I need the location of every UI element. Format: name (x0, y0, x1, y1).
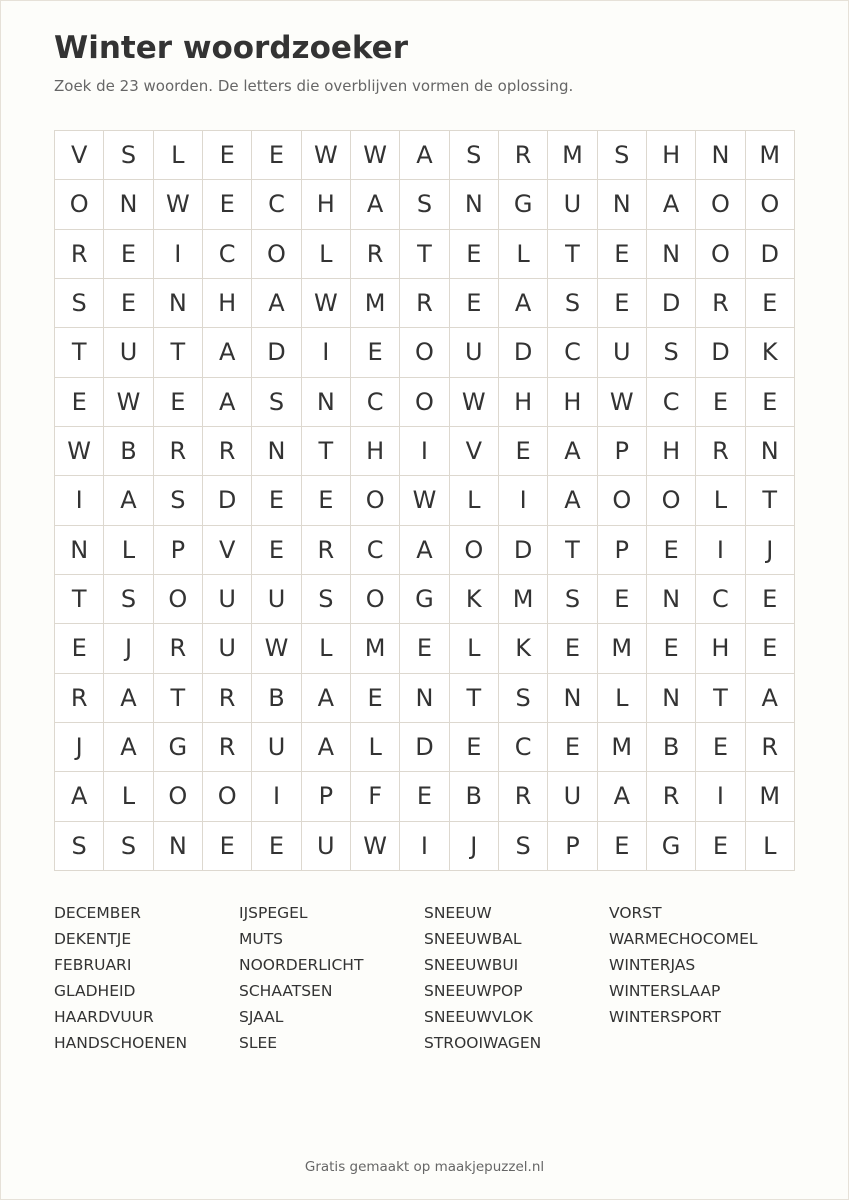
word-list-item: WINTERSPORT (609, 1008, 722, 1026)
grid-cell[interactable]: D (400, 723, 449, 772)
grid-cell[interactable]: R (499, 772, 548, 821)
grid-cell[interactable]: E (548, 624, 597, 673)
grid-cell[interactable]: C (351, 526, 400, 575)
word-list-item: DECEMBER (54, 904, 141, 922)
grid-cell[interactable]: I (154, 230, 203, 279)
grid-cell[interactable]: I (696, 526, 745, 575)
grid-cell[interactable]: J (104, 624, 153, 673)
grid-cell[interactable]: R (499, 131, 548, 180)
grid-cell[interactable]: W (351, 822, 400, 871)
grid-cell[interactable]: C (252, 180, 301, 229)
grid-cell[interactable]: M (598, 624, 647, 673)
grid-cell[interactable]: E (598, 822, 647, 871)
grid-cell[interactable]: L (351, 723, 400, 772)
grid-cell[interactable]: E (450, 723, 499, 772)
grid-cell[interactable]: I (302, 328, 351, 377)
grid-cell[interactable]: H (351, 427, 400, 476)
grid-cell[interactable]: O (400, 328, 449, 377)
word-list-item: SNEEUWBAL (424, 930, 522, 948)
grid-cell[interactable]: V (203, 526, 252, 575)
word-list-item: SLEE (239, 1034, 278, 1052)
grid-cell[interactable]: U (203, 624, 252, 673)
word-list-item: NOORDERLICHT (239, 956, 364, 974)
grid-cell[interactable]: H (548, 378, 597, 427)
grid-cell[interactable]: U (548, 772, 597, 821)
grid-cell[interactable]: M (548, 131, 597, 180)
word-list-item: WARMECHOCOMEL (609, 930, 758, 948)
word-list-column (239, 900, 424, 1056)
grid-cell[interactable]: R (351, 230, 400, 279)
grid-cell[interactable]: A (746, 674, 795, 723)
grid-cell[interactable]: N (548, 674, 597, 723)
grid-cell[interactable]: R (154, 427, 203, 476)
word-list-item: HAARDVUUR (54, 1008, 154, 1026)
grid-cell[interactable]: G (647, 822, 696, 871)
grid-cell[interactable]: P (598, 526, 647, 575)
grid-cell[interactable]: I (252, 772, 301, 821)
grid-cell[interactable]: U (598, 328, 647, 377)
grid-cell[interactable]: R (696, 279, 745, 328)
grid-cell[interactable]: E (252, 476, 301, 525)
word-list-item: STROOIWAGEN (424, 1034, 542, 1052)
grid-cell[interactable]: N (450, 180, 499, 229)
grid-cell[interactable]: N (598, 180, 647, 229)
word-list (54, 900, 794, 1056)
word-list-item: WINTERSLAAP (609, 982, 721, 1000)
grid-cell[interactable]: C (696, 575, 745, 624)
grid-cell[interactable]: D (499, 328, 548, 377)
grid-cell[interactable]: L (746, 822, 795, 871)
word-list-item: VORST (609, 904, 662, 922)
grid-cell[interactable]: E (598, 575, 647, 624)
grid-cell[interactable]: E (400, 624, 449, 673)
grid-cell[interactable]: E (104, 279, 153, 328)
grid-cell[interactable]: A (302, 723, 351, 772)
grid-cell[interactable]: N (302, 378, 351, 427)
grid-cell[interactable]: O (351, 575, 400, 624)
grid-cell[interactable]: R (302, 526, 351, 575)
grid-cell[interactable]: T (548, 526, 597, 575)
word-list-item: HANDSCHOENEN (54, 1034, 188, 1052)
grid-cell[interactable]: N (55, 526, 104, 575)
grid-cell[interactable]: O (696, 180, 745, 229)
grid-cell[interactable]: B (450, 772, 499, 821)
grid-cell[interactable]: D (252, 328, 301, 377)
grid-cell[interactable]: T (548, 230, 597, 279)
grid-cell[interactable]: G (499, 180, 548, 229)
grid-cell[interactable]: M (351, 624, 400, 673)
grid-cell[interactable]: T (302, 427, 351, 476)
grid-cell[interactable]: A (499, 279, 548, 328)
grid-cell[interactable]: W (400, 476, 449, 525)
grid-cell[interactable]: O (598, 476, 647, 525)
word-list-item: MUTS (239, 930, 284, 948)
grid-cell[interactable]: T (154, 674, 203, 723)
grid-cell[interactable]: E (400, 772, 449, 821)
grid-cell[interactable]: O (746, 180, 795, 229)
grid-cell[interactable]: I (400, 427, 449, 476)
grid-cell[interactable]: E (499, 427, 548, 476)
grid-cell[interactable]: D (746, 230, 795, 279)
grid-cell[interactable]: B (104, 427, 153, 476)
grid-cell[interactable]: L (450, 624, 499, 673)
grid-cell[interactable]: I (55, 476, 104, 525)
grid-cell[interactable]: T (746, 476, 795, 525)
grid-cell[interactable]: M (598, 723, 647, 772)
grid-cell[interactable]: P (302, 772, 351, 821)
grid-cell[interactable]: H (647, 131, 696, 180)
grid-cell[interactable]: T (55, 575, 104, 624)
grid-cell[interactable]: O (351, 476, 400, 525)
grid-cell[interactable]: C (351, 378, 400, 427)
grid-cell[interactable]: A (548, 427, 597, 476)
grid-cell[interactable]: K (450, 575, 499, 624)
grid-cell[interactable]: H (647, 427, 696, 476)
grid-cell[interactable]: E (302, 476, 351, 525)
grid-cell[interactable]: S (104, 131, 153, 180)
grid-cell[interactable]: R (647, 772, 696, 821)
grid-cell[interactable]: U (252, 723, 301, 772)
grid-cell[interactable]: N (104, 180, 153, 229)
word-list-item: SNEEUWVLOK (424, 1008, 533, 1026)
word-list-column (424, 900, 609, 1056)
grid-cell[interactable]: S (55, 279, 104, 328)
grid-cell[interactable]: O (252, 230, 301, 279)
grid-cell[interactable]: N (746, 427, 795, 476)
grid-cell[interactable]: E (746, 378, 795, 427)
grid-cell[interactable]: C (647, 378, 696, 427)
grid-cell[interactable]: S (647, 328, 696, 377)
grid-cell[interactable]: S (598, 131, 647, 180)
grid-cell[interactable]: U (302, 822, 351, 871)
grid-cell[interactable]: S (400, 180, 449, 229)
grid-cell[interactable]: U (548, 180, 597, 229)
grid-cell[interactable]: D (203, 476, 252, 525)
grid-cell[interactable]: O (647, 476, 696, 525)
grid-cell[interactable]: J (55, 723, 104, 772)
grid-cell[interactable]: E (351, 328, 400, 377)
grid-cell[interactable]: K (746, 328, 795, 377)
grid-cell[interactable]: I (499, 476, 548, 525)
grid-cell[interactable]: N (252, 427, 301, 476)
grid-cell[interactable]: T (154, 328, 203, 377)
grid-cell[interactable]: E (548, 723, 597, 772)
grid-cell[interactable]: S (55, 822, 104, 871)
grid-cell[interactable]: A (55, 772, 104, 821)
grid-cell[interactable]: O (154, 575, 203, 624)
grid-cell[interactable]: E (647, 526, 696, 575)
grid-cell[interactable]: E (104, 230, 153, 279)
grid-cell[interactable]: B (252, 674, 301, 723)
grid-cell[interactable]: A (104, 723, 153, 772)
grid-cell[interactable]: A (104, 674, 153, 723)
grid-cell[interactable]: R (203, 674, 252, 723)
grid-cell[interactable]: A (302, 674, 351, 723)
grid-cell[interactable]: U (252, 575, 301, 624)
grid-cell[interactable]: U (450, 328, 499, 377)
word-list-column (54, 900, 239, 1056)
grid-cell[interactable]: A (351, 180, 400, 229)
grid-cell[interactable]: L (499, 230, 548, 279)
grid-cell[interactable]: W (351, 131, 400, 180)
grid-cell[interactable]: H (203, 279, 252, 328)
grid-cell[interactable]: S (499, 822, 548, 871)
grid-cell[interactable]: H (302, 180, 351, 229)
grid-cell[interactable]: O (55, 180, 104, 229)
grid-cell[interactable]: L (598, 674, 647, 723)
grid-cell[interactable]: E (696, 723, 745, 772)
grid-cell[interactable]: R (154, 624, 203, 673)
grid-cell[interactable]: P (598, 427, 647, 476)
grid-cell[interactable]: L (104, 526, 153, 575)
grid-cell[interactable]: E (154, 378, 203, 427)
grid-cell[interactable]: S (104, 822, 153, 871)
grid-cell[interactable]: L (154, 131, 203, 180)
grid-cell[interactable]: A (598, 772, 647, 821)
grid-cell[interactable]: F (351, 772, 400, 821)
grid-cell[interactable]: O (400, 378, 449, 427)
grid-cell[interactable]: W (302, 279, 351, 328)
grid-cell[interactable]: S (302, 575, 351, 624)
word-list-item: SNEEUW (424, 904, 492, 922)
grid-cell[interactable]: E (746, 575, 795, 624)
grid-cell[interactable]: A (400, 131, 449, 180)
grid-cell[interactable]: E (450, 279, 499, 328)
grid-cell[interactable]: R (55, 230, 104, 279)
grid-cell[interactable]: M (351, 279, 400, 328)
grid-cell[interactable]: R (746, 723, 795, 772)
grid-cell[interactable]: T (696, 674, 745, 723)
grid-cell[interactable]: J (746, 526, 795, 575)
grid-cell[interactable]: P (548, 822, 597, 871)
instructions: Zoek de 23 woorden. De letters die overblijven vormen de oplossing. (54, 77, 574, 95)
grid-cell[interactable]: T (400, 230, 449, 279)
word-list-item: DEKENTJE (54, 930, 132, 948)
grid-cell[interactable]: K (499, 624, 548, 673)
grid-cell[interactable]: E (252, 526, 301, 575)
grid-cell[interactable]: W (252, 624, 301, 673)
grid-cell[interactable]: R (203, 723, 252, 772)
grid-cell[interactable]: D (696, 328, 745, 377)
grid-cell[interactable]: W (302, 131, 351, 180)
word-list-item: IJSPEGEL (239, 904, 308, 922)
grid-cell[interactable]: A (252, 279, 301, 328)
grid-cell[interactable]: S (499, 674, 548, 723)
word-list-item: GLADHEID (54, 982, 136, 1000)
grid-cell[interactable]: M (746, 131, 795, 180)
grid-cell[interactable]: E (203, 131, 252, 180)
grid-cell[interactable]: S (548, 279, 597, 328)
grid-cell[interactable]: L (104, 772, 153, 821)
grid-cell[interactable]: L (696, 476, 745, 525)
grid-cell[interactable]: E (598, 230, 647, 279)
grid-cell[interactable]: E (55, 378, 104, 427)
letter-grid (54, 130, 795, 871)
grid-cell[interactable]: R (203, 427, 252, 476)
grid-cell[interactable]: W (450, 378, 499, 427)
grid-cell[interactable]: S (252, 378, 301, 427)
grid-cell[interactable]: S (154, 476, 203, 525)
grid-cell[interactable]: N (154, 279, 203, 328)
grid-cell[interactable]: B (647, 723, 696, 772)
word-list-item: SJAAL (239, 1008, 284, 1026)
grid-cell[interactable]: A (548, 476, 597, 525)
grid-cell[interactable]: O (696, 230, 745, 279)
grid-cell[interactable]: R (400, 279, 449, 328)
grid-cell[interactable]: E (203, 180, 252, 229)
grid-cell[interactable]: C (203, 230, 252, 279)
grid-cell[interactable]: N (696, 131, 745, 180)
word-list-item: SNEEUWBUI (424, 956, 519, 974)
grid-cell[interactable]: W (154, 180, 203, 229)
grid-cell[interactable]: J (450, 822, 499, 871)
grid-cell[interactable]: L (302, 624, 351, 673)
grid-cell[interactable]: E (746, 279, 795, 328)
grid-cell[interactable]: G (154, 723, 203, 772)
grid-cell[interactable]: V (55, 131, 104, 180)
word-list-item: SCHAATSEN (239, 982, 333, 1000)
grid-cell[interactable]: H (696, 624, 745, 673)
grid-cell[interactable]: U (203, 575, 252, 624)
grid-cell[interactable]: V (450, 427, 499, 476)
grid-cell[interactable]: E (55, 624, 104, 673)
grid-cell[interactable]: C (499, 723, 548, 772)
grid-cell[interactable]: N (647, 674, 696, 723)
grid-cell[interactable]: E (252, 131, 301, 180)
grid-cell[interactable]: I (400, 822, 449, 871)
grid-cell[interactable]: L (450, 476, 499, 525)
grid-cell[interactable]: U (104, 328, 153, 377)
page-title: Winter woordzoeker (54, 30, 408, 66)
grid-cell[interactable]: E (450, 230, 499, 279)
grid-cell[interactable]: D (499, 526, 548, 575)
grid-cell[interactable]: G (400, 575, 449, 624)
word-list-item: WINTERJAS (609, 956, 696, 974)
grid-cell[interactable]: W (104, 378, 153, 427)
grid-cell[interactable]: N (400, 674, 449, 723)
grid-cell[interactable]: A (400, 526, 449, 575)
grid-cell[interactable]: C (548, 328, 597, 377)
grid-cell[interactable]: E (696, 378, 745, 427)
grid-cell[interactable]: O (450, 526, 499, 575)
grid-cell[interactable]: M (746, 772, 795, 821)
grid-cell[interactable]: T (55, 328, 104, 377)
grid-cell[interactable]: E (647, 624, 696, 673)
grid-cell[interactable]: A (647, 180, 696, 229)
grid-cell[interactable]: L (302, 230, 351, 279)
grid-cell[interactable]: O (154, 772, 203, 821)
grid-cell[interactable]: E (203, 822, 252, 871)
grid-cell[interactable]: S (104, 575, 153, 624)
word-list-item: SNEEUWPOP (424, 982, 523, 1000)
grid-cell[interactable]: R (696, 427, 745, 476)
grid-cell[interactable]: W (55, 427, 104, 476)
grid-cell[interactable]: N (154, 822, 203, 871)
grid-cell[interactable]: R (55, 674, 104, 723)
grid-cell[interactable]: H (499, 378, 548, 427)
grid-cell[interactable]: E (696, 822, 745, 871)
grid-cell[interactable]: I (696, 772, 745, 821)
grid-cell[interactable]: D (647, 279, 696, 328)
grid-cell[interactable]: A (203, 328, 252, 377)
grid-cell[interactable]: A (104, 476, 153, 525)
grid-cell[interactable]: M (499, 575, 548, 624)
grid-cell[interactable]: T (450, 674, 499, 723)
word-list-item: FEBRUARI (54, 956, 132, 974)
footer-credit: Gratis gemaakt op maakjepuzzel.nl (304, 1159, 545, 1175)
grid-cell[interactable]: P (154, 526, 203, 575)
grid-cell[interactable]: S (548, 575, 597, 624)
grid-cell[interactable]: E (252, 822, 301, 871)
grid-cell[interactable]: O (203, 772, 252, 821)
grid-cell[interactable]: N (647, 230, 696, 279)
grid-cell[interactable]: E (351, 674, 400, 723)
word-list-column (609, 900, 794, 1056)
grid-cell[interactable]: S (450, 131, 499, 180)
grid-cell[interactable]: W (598, 378, 647, 427)
grid-cell[interactable]: N (647, 575, 696, 624)
grid-cell[interactable]: E (746, 624, 795, 673)
grid-cell[interactable]: E (598, 279, 647, 328)
grid-cell[interactable]: A (203, 378, 252, 427)
